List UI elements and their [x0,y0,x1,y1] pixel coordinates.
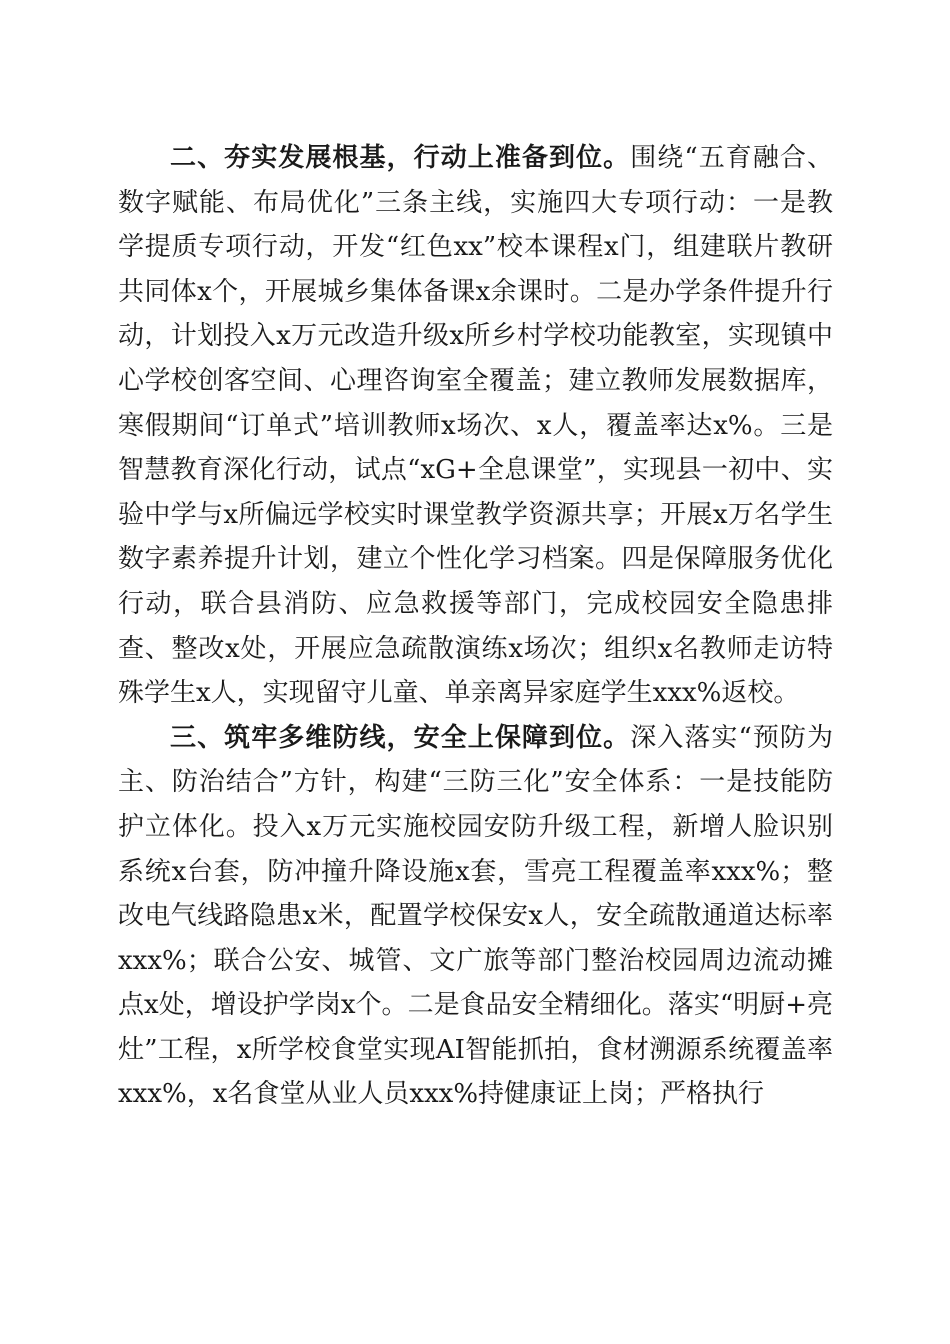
paragraph-section-two [118,136,833,716]
section-two-heading: 二、夯实发展根基，行动上准备到位。 [170,143,631,173]
paragraph-section-three [118,716,833,1117]
document-body [118,136,833,1117]
section-three-heading: 三、筑牢多维防线，安全上保障到位。 [170,722,631,753]
section-two-text: 围绕“五育融合、数字赋能、布局优化”三条主线，实施四大专项行动：一是教学提质专项行动，开发“红色xx”校本课程x门，组建联片教研共同体x个，开展城乡集体备课x余课时。二是办学条件提升行动，计划投入x万元改造升级x所乡村学校功能教室，实现镇中心学校创客空间、心理咨询室全覆盖；建立教师发展数据库，寒假期间“订单式”培训教师x场次、x人，覆盖率达x%。三是智慧教育深化行动，试点“xG+全息课堂”，实现县一初中、实验中学与x所偏远学校实时课堂教学资源共享；开展x万名学生数字素养提升计划，建立个性化学习档案。四是保障服务优化行动，联合县消防、应急救援等部门，完成校园安全隐患排查、整改x处，开展应急疏散演练x场次；组织x名教师走访特殊学生x人，实现留守儿童、单亲离异家庭学生xxx%返校。 [118,143,833,709]
section-three-text: 深入落实“预防为主、防治结合”方针，构建“三防三化”安全体系：一是技能防护立体化。投入x万元实施校园安防升级工程，新增人脸识别系统x台套，防冲撞升降设施x套，雪亮工程覆盖率xxx%；整改电气线路隐患x米，配置学校保安x人，安全疏散通道达标率xxx%；联合公安、城管、文广旅等部门整治校园周边流动摊点x处，增设护学岗x个。二是食品安全精细化。落实“明厨+亮灶”工程，x所学校食堂实现AI智能抓拍，食材溯源系统覆盖率xxx%，x名食堂从业人员xxx%持健康证上岗；严格执行 [118,722,833,1110]
